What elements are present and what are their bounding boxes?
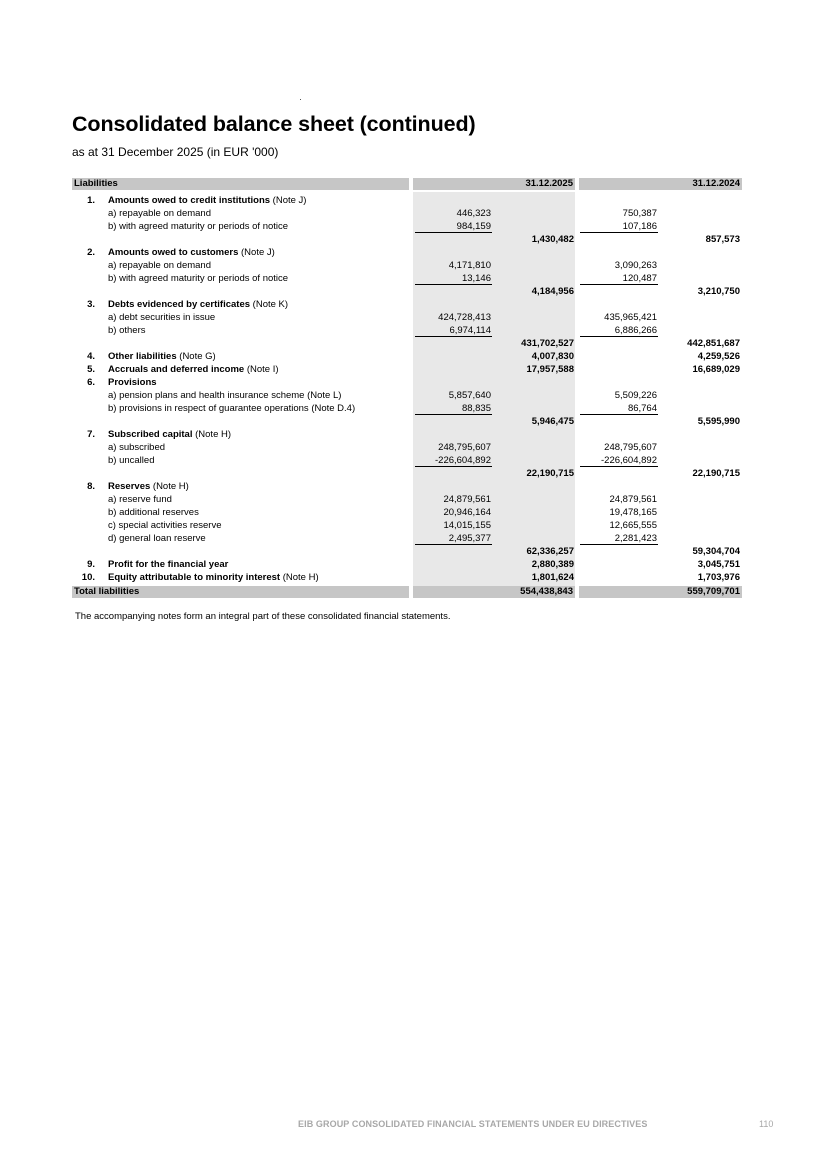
total-liabilities-row bbox=[72, 586, 742, 598]
subtotal-2024: 1,703,976 bbox=[697, 572, 740, 583]
value-2024: 12,665,555 bbox=[609, 520, 657, 531]
item-number: 2. bbox=[87, 247, 95, 258]
table-row bbox=[0, 285, 825, 298]
table-row bbox=[0, 246, 825, 259]
table-row bbox=[0, 324, 825, 337]
total-label: Total liabilities bbox=[74, 586, 140, 597]
item-label: a) debt securities in issue bbox=[108, 312, 216, 323]
value-2024: 107,186 bbox=[622, 221, 657, 232]
item-number: 8. bbox=[87, 481, 95, 492]
value-2024: 750,387 bbox=[622, 208, 657, 219]
subtotal-2025: 1,430,482 bbox=[531, 234, 574, 245]
subtotal-2025: 62,336,257 bbox=[526, 546, 574, 557]
value-2025: 5,857,640 bbox=[448, 390, 491, 401]
item-label: a) pension plans and health insurance scheme (Note L) bbox=[108, 390, 342, 401]
subtotal-2025: 17,957,588 bbox=[526, 364, 574, 375]
value-2025: 984,159 bbox=[456, 221, 491, 232]
value-2024: 248,795,607 bbox=[604, 442, 657, 453]
item-label: b) with agreed maturity or periods of notice bbox=[108, 221, 289, 232]
subtotal-2025: 4,184,956 bbox=[531, 286, 574, 297]
subtotal-2024: 3,210,750 bbox=[697, 286, 740, 297]
page-title: Consolidated balance sheet (continued) bbox=[72, 112, 476, 136]
table-row bbox=[0, 220, 825, 233]
table-row bbox=[0, 233, 825, 246]
subtotal-2024: 4,259,526 bbox=[697, 351, 740, 362]
subtotal-2025: 5,946,475 bbox=[531, 416, 574, 427]
item-number: 4. bbox=[87, 351, 95, 362]
item-label: c) special activities reserve bbox=[108, 520, 222, 531]
item-number: 9. bbox=[87, 559, 95, 570]
subtotal-2024: 16,689,029 bbox=[692, 364, 740, 375]
item-label: b) provisions in respect of guarantee operations (Note D.4) bbox=[108, 403, 356, 414]
total-2024: 559,709,701 bbox=[687, 586, 740, 597]
header-2025: 31.12.2025 bbox=[525, 178, 573, 189]
value-2025: 2,495,377 bbox=[448, 533, 491, 544]
table-row bbox=[0, 350, 825, 363]
table-row bbox=[0, 259, 825, 272]
item-heading bbox=[108, 363, 279, 376]
subtotal-2025: 4,007,830 bbox=[531, 351, 574, 362]
item-heading-text: Profit for the financial year bbox=[108, 559, 229, 570]
subtotal-2024: 3,045,751 bbox=[697, 559, 740, 570]
item-number: 3. bbox=[87, 299, 95, 310]
page-subtitle: as at 31 December 2025 (in EUR '000) bbox=[72, 145, 279, 159]
value-2024: 86,764 bbox=[627, 403, 657, 414]
item-heading bbox=[108, 428, 231, 441]
item-number: 6. bbox=[87, 377, 95, 388]
value-2024: 3,090,263 bbox=[614, 260, 657, 271]
value-2025: 20,946,164 bbox=[443, 507, 491, 518]
item-label: b) additional reserves bbox=[108, 507, 199, 518]
value-2024: 24,879,561 bbox=[609, 494, 657, 505]
item-label: b) uncalled bbox=[108, 455, 155, 466]
value-2024: 120,487 bbox=[622, 273, 657, 284]
item-note: (Note J) bbox=[238, 247, 275, 258]
table-row bbox=[0, 545, 825, 558]
table-row bbox=[0, 311, 825, 324]
table-row bbox=[0, 402, 825, 415]
table-row bbox=[0, 415, 825, 428]
item-note: (Note I) bbox=[244, 364, 279, 375]
value-2025: 14,015,155 bbox=[443, 520, 491, 531]
table-row bbox=[0, 454, 825, 467]
table-row bbox=[0, 532, 825, 545]
item-note: (Note G) bbox=[176, 351, 216, 362]
header-2024: 31.12.2024 bbox=[692, 178, 740, 189]
item-label: a) repayable on demand bbox=[108, 208, 211, 219]
value-2025: 13,146 bbox=[461, 273, 491, 284]
item-heading-text: Subscribed capital bbox=[108, 429, 193, 440]
table-row bbox=[0, 519, 825, 532]
subtotal-2024: 442,851,687 bbox=[687, 338, 740, 349]
footnote: The accompanying notes form an integral part of these consolidated financial statements. bbox=[75, 611, 451, 622]
value-2025: 424,728,413 bbox=[438, 312, 491, 323]
subtotal-2024: 22,190,715 bbox=[692, 468, 740, 479]
item-heading-text: Amounts owed to credit institutions bbox=[108, 195, 271, 206]
table-row bbox=[0, 493, 825, 506]
item-heading-text: Provisions bbox=[108, 377, 157, 388]
item-heading bbox=[108, 480, 189, 493]
value-2025: 88,835 bbox=[461, 403, 491, 414]
page-footer: EIB GROUP CONSOLIDATED FINANCIAL STATEMENTS UNDER EU DIRECTIVES bbox=[298, 1119, 648, 1129]
table-row bbox=[0, 428, 825, 441]
subtotal-2024: 5,595,990 bbox=[697, 416, 740, 427]
subtotal-2025: 1,801,624 bbox=[531, 572, 574, 583]
item-heading bbox=[108, 350, 216, 363]
table-row bbox=[0, 363, 825, 376]
value-2024: 19,478,165 bbox=[609, 507, 657, 518]
item-number: 10. bbox=[81, 572, 95, 583]
table-row bbox=[0, 558, 825, 571]
subtotal-2025: 2,880,389 bbox=[531, 559, 574, 570]
item-label: a) reserve fund bbox=[108, 494, 172, 505]
table-row bbox=[0, 207, 825, 220]
table-header bbox=[72, 178, 742, 190]
value-2024: 435,965,421 bbox=[604, 312, 657, 323]
item-heading bbox=[108, 571, 319, 584]
item-note: (Note H) bbox=[150, 481, 189, 492]
item-heading-text: Amounts owed to customers bbox=[108, 247, 239, 258]
table-row bbox=[0, 480, 825, 493]
value-2024: 2,281,423 bbox=[614, 533, 657, 544]
item-heading-text: Reserves bbox=[108, 481, 151, 492]
item-label: a) subscribed bbox=[108, 442, 166, 453]
page-number: 110 bbox=[759, 1119, 774, 1129]
subtotal-2024: 59,304,704 bbox=[692, 546, 740, 557]
value-2025: 6,974,114 bbox=[449, 325, 491, 336]
value-2025: 248,795,607 bbox=[438, 442, 491, 453]
subtotal-2024: 857,573 bbox=[705, 234, 740, 245]
value-2024: 5,509,226 bbox=[614, 390, 657, 401]
value-2024: -226,604,892 bbox=[601, 455, 657, 466]
item-note: (Note J) bbox=[270, 195, 307, 206]
table-row bbox=[0, 194, 825, 207]
item-note: (Note H) bbox=[280, 572, 319, 583]
item-number: 1. bbox=[87, 195, 95, 206]
item-note: (Note K) bbox=[250, 299, 289, 310]
item-label: b) others bbox=[108, 325, 146, 336]
item-label: b) with agreed maturity or periods of notice bbox=[108, 273, 289, 284]
value-2024: 6,886,266 bbox=[614, 325, 657, 336]
item-heading bbox=[108, 246, 275, 259]
item-label: d) general loan reserve bbox=[108, 533, 206, 544]
table-row bbox=[0, 467, 825, 480]
item-label: a) repayable on demand bbox=[108, 260, 211, 271]
table-row bbox=[0, 441, 825, 454]
item-heading bbox=[108, 558, 228, 571]
stray-dot bbox=[300, 99, 301, 100]
item-heading-text: Other liabilities bbox=[108, 351, 177, 362]
subtotal-2025: 22,190,715 bbox=[526, 468, 574, 479]
item-heading bbox=[108, 298, 288, 311]
table-row bbox=[0, 506, 825, 519]
value-2025: 24,879,561 bbox=[443, 494, 491, 505]
header-liabilities: Liabilities bbox=[74, 178, 118, 189]
subtotal-2025: 431,702,527 bbox=[521, 338, 574, 349]
total-2025: 554,438,843 bbox=[520, 586, 573, 597]
item-number: 5. bbox=[87, 364, 95, 375]
item-note: (Note H) bbox=[192, 429, 232, 440]
item-heading bbox=[108, 194, 306, 207]
value-2025: 4,171,810 bbox=[448, 260, 491, 271]
table-row bbox=[0, 337, 825, 350]
table-row bbox=[0, 298, 825, 311]
table-row bbox=[0, 571, 825, 584]
table-row bbox=[0, 376, 825, 389]
item-heading-text: Debts evidenced by certificates bbox=[108, 299, 251, 310]
value-2025: 446,323 bbox=[456, 208, 491, 219]
item-number: 7. bbox=[87, 429, 95, 440]
value-2025: -226,604,892 bbox=[435, 455, 491, 466]
item-heading bbox=[108, 376, 157, 389]
item-heading-text: Accruals and deferred income bbox=[108, 364, 245, 375]
table-row bbox=[0, 389, 825, 402]
table-row bbox=[0, 272, 825, 285]
item-heading-text: Equity attributable to minority interest bbox=[108, 572, 281, 583]
